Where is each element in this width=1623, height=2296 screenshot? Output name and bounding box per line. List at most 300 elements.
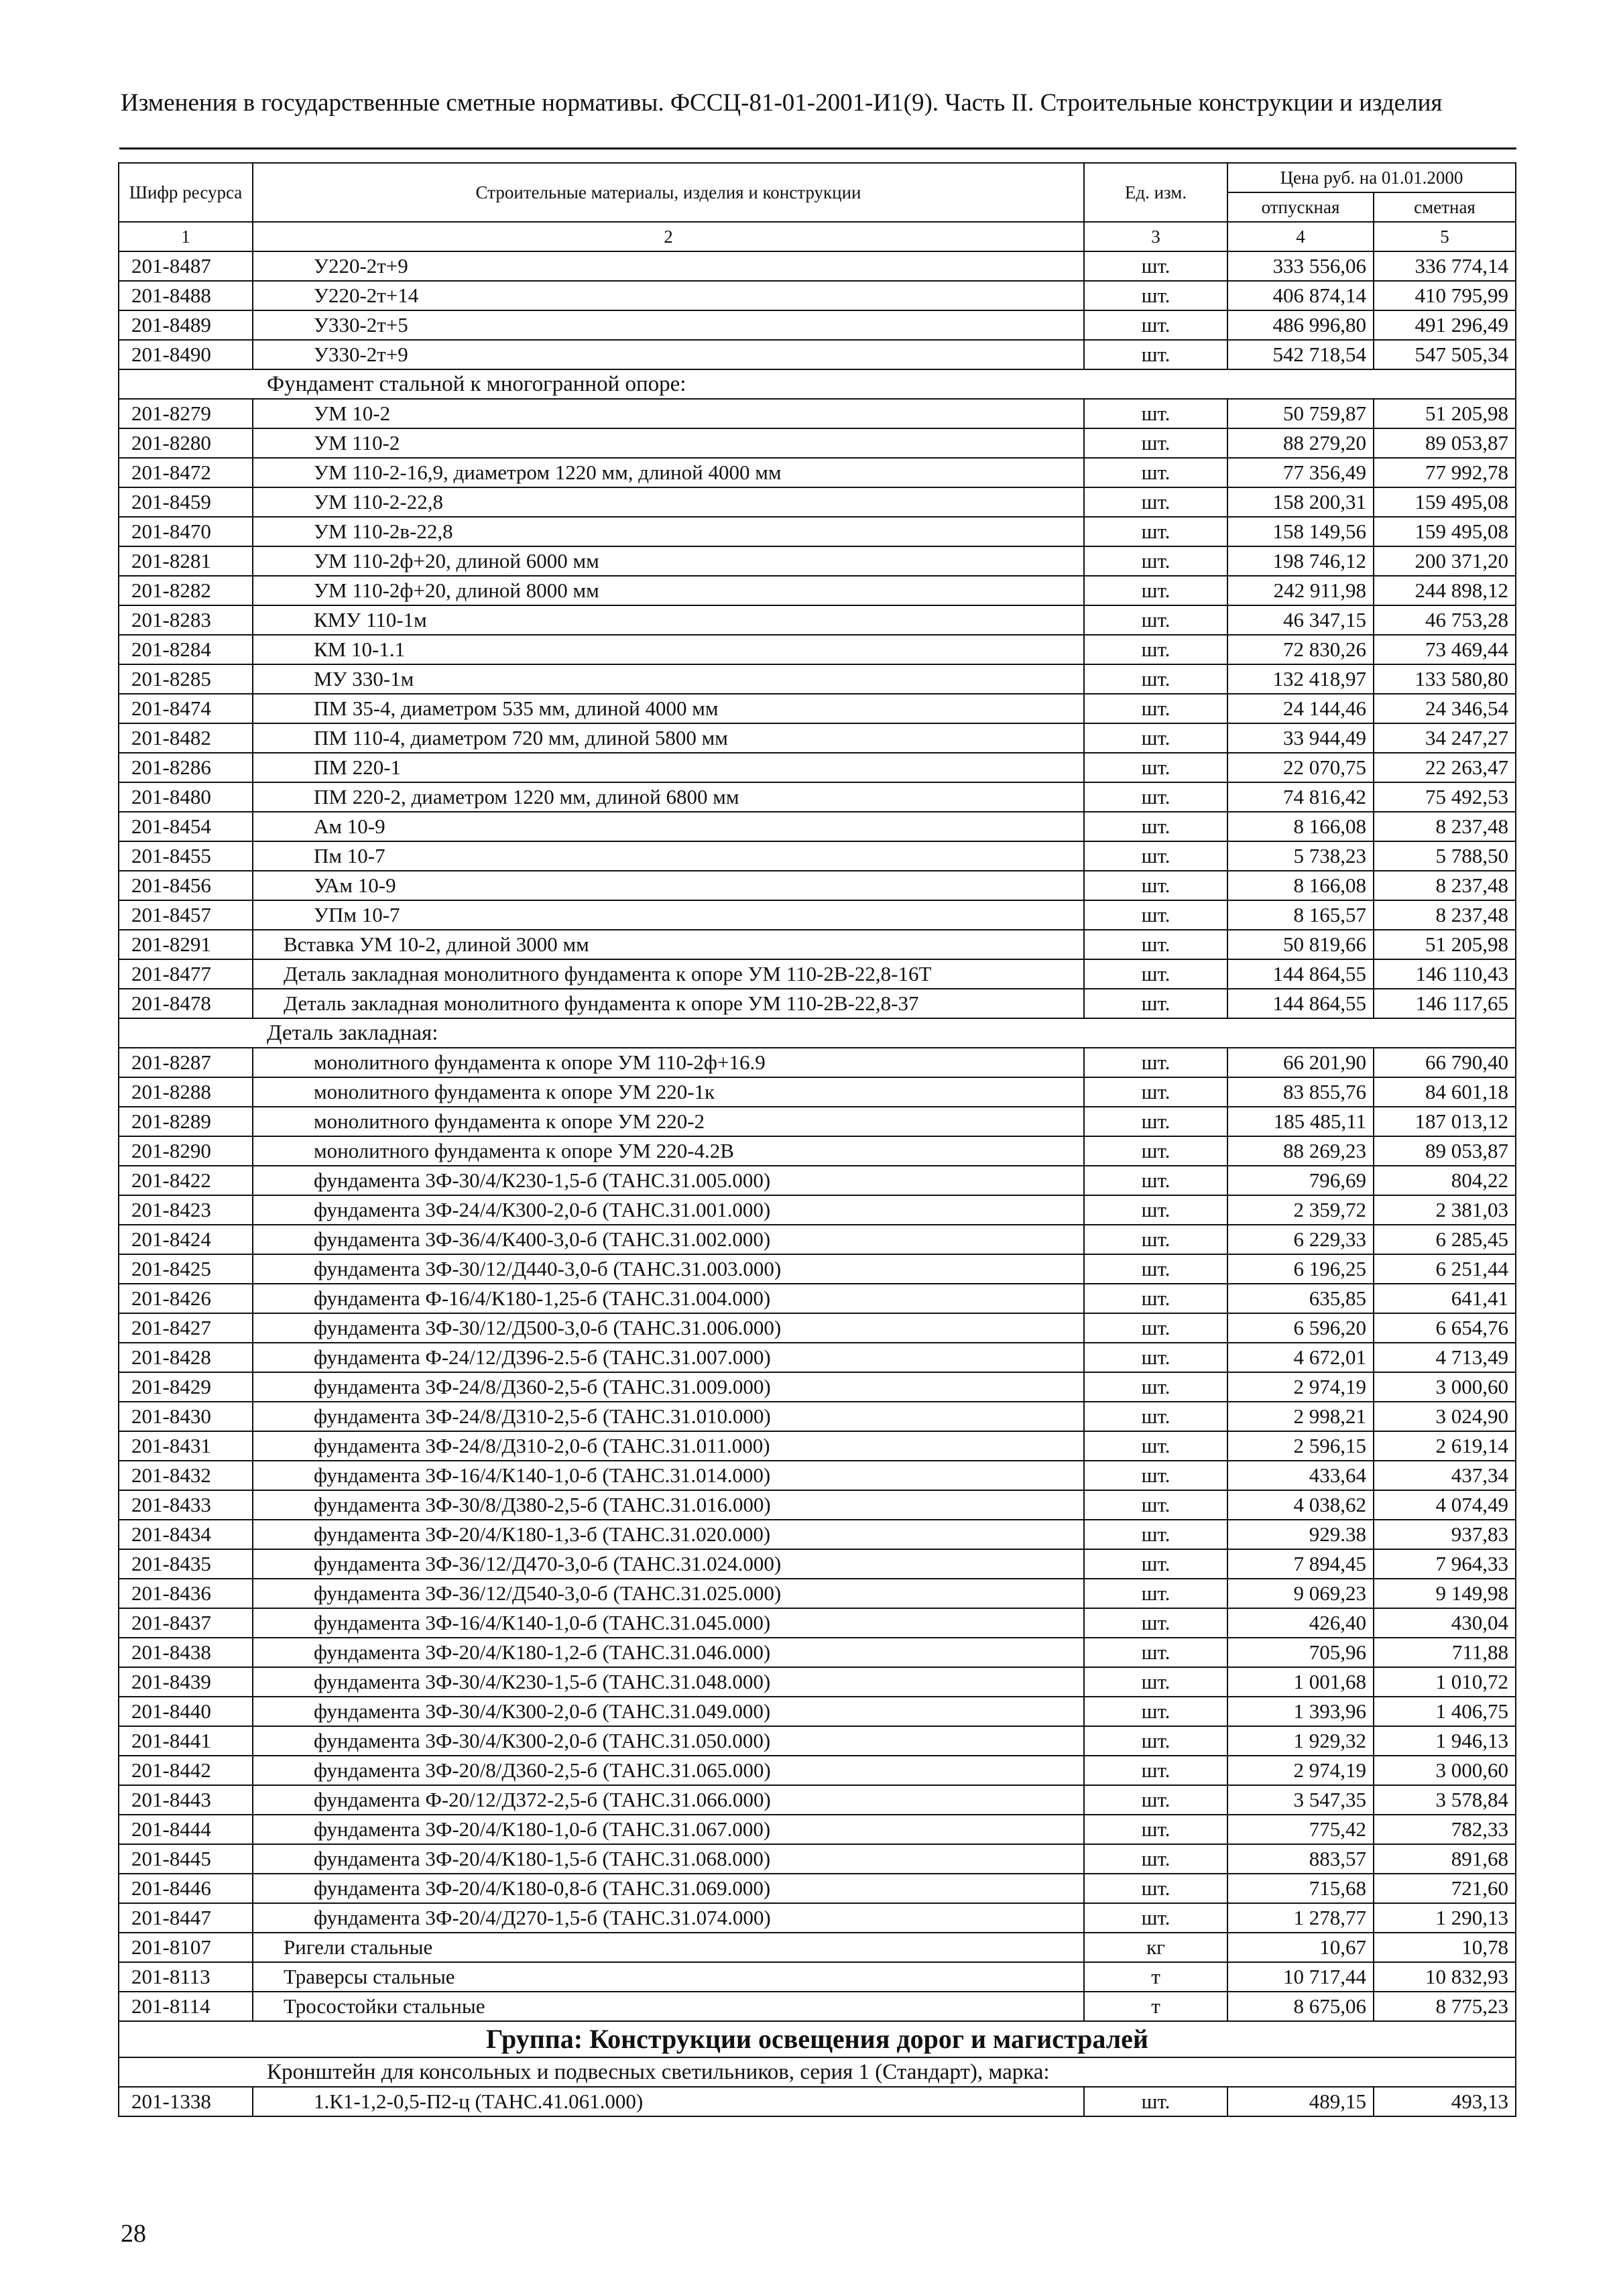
cell-name: Пм 10-7 [253,841,1084,871]
cell-name: фундамента 3Ф-16/4/К140-1,0-б (ТАНС.31.014.000) [253,1461,1084,1490]
cell-code: 201-8279 [119,399,253,428]
cell-name: ПМ 220-2, диаметром 1220 мм, длиной 6800 мм [253,782,1084,812]
price-table [118,162,1516,2117]
table-row [119,517,1516,546]
cell-name: УМ 110-2-16,9, диаметром 1220 мм, длиной 4000 мм [253,458,1084,487]
cell-code: 201-8287 [119,1048,253,1077]
cell-code: 201-8113 [119,1962,253,1992]
cell-release-price: 50 819,66 [1227,930,1374,959]
table-row [119,1284,1516,1313]
table-row [119,1667,1516,1697]
cell-estimate-price: 8 775,23 [1374,1992,1516,2021]
table-row [119,1549,1516,1579]
cell-code: 201-8428 [119,1343,253,1372]
cell-code: 201-8284 [119,635,253,664]
table-row [119,812,1516,841]
cell-unit: шт. [1084,900,1227,930]
cell-release-price: 158 200,31 [1227,487,1374,517]
cell-code: 201-8291 [119,930,253,959]
cell-name: Ригели стальные [253,1933,1084,1962]
cell-release-price: 1 001,68 [1227,1667,1374,1697]
cell-release-price: 5 738,23 [1227,841,1374,871]
cell-release-price: 333 556,06 [1227,251,1374,281]
cell-release-price: 7 894,45 [1227,1549,1374,1579]
cell-name: фундамента 3Ф-24/8/Д360-2,5-б (ТАНС.31.009.000) [253,1372,1084,1402]
cell-estimate-price: 1 290,13 [1374,1903,1516,1933]
cell-name: фундамента 3Ф-30/4/К300-2,0-б (ТАНС.31.049.000) [253,1697,1084,1726]
section-title: Деталь закладная: [119,1018,1516,1048]
cell-unit: шт. [1084,1667,1227,1697]
cell-release-price: 77 356,49 [1227,458,1374,487]
cell-release-price: 88 279,20 [1227,428,1374,458]
cell-estimate-price: 200 371,20 [1374,546,1516,576]
page-number: 28 [121,2220,146,2248]
cell-name: монолитного фундамента к опоре УМ 220-2 [253,1107,1084,1136]
cell-release-price: 8 166,08 [1227,812,1374,841]
cell-name: фундамента 3Ф-30/4/К230-1,5-б (ТАНС.31.048.000) [253,1667,1084,1697]
cell-code: 201-8280 [119,428,253,458]
cell-release-price: 144 864,55 [1227,959,1374,989]
cell-estimate-price: 46 753,28 [1374,605,1516,635]
cell-code: 201-8290 [119,1136,253,1166]
cell-name: фундамента 3Ф-24/4/К300-2,0-б (ТАНС.31.001.000) [253,1195,1084,1225]
cell-code: 201-8489 [119,310,253,340]
cell-release-price: 542 718,54 [1227,340,1374,369]
cell-code: 201-8433 [119,1490,253,1520]
cell-release-price: 22 070,75 [1227,753,1374,782]
column-number: 5 [1374,222,1516,251]
cell-unit: шт. [1084,428,1227,458]
section-row [119,1018,1516,1048]
column-number: 4 [1227,222,1374,251]
cell-code: 201-8286 [119,753,253,782]
cell-name: фундамента 3Ф-20/4/К180-1,3-б (ТАНС.31.020.000) [253,1520,1084,1549]
cell-unit: шт. [1084,458,1227,487]
cell-estimate-price: 2 619,14 [1374,1431,1516,1461]
cell-estimate-price: 133 580,80 [1374,664,1516,694]
cell-release-price: 775,42 [1227,1815,1374,1844]
table-row [119,723,1516,753]
cell-estimate-price: 6 654,76 [1374,1313,1516,1343]
cell-release-price: 242 911,98 [1227,576,1374,605]
table-row [119,428,1516,458]
table-row [119,900,1516,930]
table-row [119,399,1516,428]
cell-name: У330-2т+5 [253,310,1084,340]
cell-estimate-price: 4 713,49 [1374,1343,1516,1372]
cell-estimate-price: 782,33 [1374,1815,1516,1844]
cell-name: У330-2т+9 [253,340,1084,369]
table-row [119,753,1516,782]
cell-code: 201-8446 [119,1874,253,1903]
cell-name: УМ 110-2-22,8 [253,487,1084,517]
table-row [119,1195,1516,1225]
table-row [119,1962,1516,1992]
cell-code: 201-8482 [119,723,253,753]
cell-unit: шт. [1084,517,1227,546]
table-row [119,1490,1516,1520]
cell-estimate-price: 6 285,45 [1374,1225,1516,1254]
cell-code: 201-8431 [119,1431,253,1461]
cell-unit: шт. [1084,1726,1227,1756]
cell-unit: шт. [1084,487,1227,517]
table-row [119,1107,1516,1136]
table-row [119,782,1516,812]
table-row [119,664,1516,694]
cell-name: УМ 110-2в-22,8 [253,517,1084,546]
cell-release-price: 2 596,15 [1227,1431,1374,1461]
table-row [119,1756,1516,1785]
cell-code: 201-8459 [119,487,253,517]
cell-release-price: 433,64 [1227,1461,1374,1490]
table-row [119,605,1516,635]
cell-code: 201-8439 [119,1667,253,1697]
column-header-unit: Ед. изм. [1084,163,1227,222]
cell-code: 201-1338 [119,2087,253,2116]
cell-release-price: 486 996,80 [1227,310,1374,340]
cell-unit: шт. [1084,1756,1227,1785]
cell-unit: шт. [1084,605,1227,635]
table-row [119,1815,1516,1844]
table-row [119,340,1516,369]
cell-code: 201-8282 [119,576,253,605]
cell-release-price: 4 038,62 [1227,1490,1374,1520]
cell-release-price: 72 830,26 [1227,635,1374,664]
cell-release-price: 144 864,55 [1227,989,1374,1018]
table-head [119,163,1516,251]
cell-estimate-price: 84 601,18 [1374,1077,1516,1107]
cell-code: 201-8435 [119,1549,253,1579]
cell-unit: шт. [1084,1903,1227,1933]
cell-release-price: 705,96 [1227,1638,1374,1667]
table-row [119,576,1516,605]
cell-estimate-price: 336 774,14 [1374,251,1516,281]
table-row [119,1136,1516,1166]
cell-code: 201-8434 [119,1520,253,1549]
cell-unit: шт. [1084,1579,1227,1608]
cell-name: УПм 10-7 [253,900,1084,930]
cell-estimate-price: 891,68 [1374,1844,1516,1874]
cell-estimate-price: 937,83 [1374,1520,1516,1549]
cell-estimate-price: 66 790,40 [1374,1048,1516,1077]
column-number: 2 [253,222,1084,251]
cell-estimate-price: 34 247,27 [1374,723,1516,753]
cell-estimate-price: 51 205,98 [1374,399,1516,428]
table-row [119,310,1516,340]
cell-release-price: 1 278,77 [1227,1903,1374,1933]
cell-code: 201-8477 [119,959,253,989]
cell-code: 201-8425 [119,1254,253,1284]
cell-unit: шт. [1084,1697,1227,1726]
cell-code: 201-8478 [119,989,253,1018]
cell-unit: шт. [1084,1254,1227,1284]
column-header-release: отпускная [1227,192,1374,222]
cell-unit: шт. [1084,1136,1227,1166]
cell-code: 201-8480 [119,782,253,812]
cell-name: фундамента 3Ф-36/4/К400-3,0-б (ТАНС.31.002.000) [253,1225,1084,1254]
cell-code: 201-8440 [119,1697,253,1726]
table-row [119,1254,1516,1284]
table-row [119,635,1516,664]
cell-name: монолитного фундамента к опоре УМ 220-1к [253,1077,1084,1107]
table-row [119,1992,1516,2021]
cell-code: 201-8445 [119,1844,253,1874]
cell-release-price: 8 166,08 [1227,871,1374,900]
column-number: 3 [1084,222,1227,251]
cell-name: фундамента 3Ф-20/8/Д360-2,5-б (ТАНС.31.065.000) [253,1756,1084,1785]
cell-estimate-price: 493,13 [1374,2087,1516,2116]
cell-code: 201-8488 [119,281,253,310]
cell-unit: шт. [1084,1225,1227,1254]
cell-estimate-price: 146 117,65 [1374,989,1516,1018]
cell-release-price: 2 974,19 [1227,1372,1374,1402]
cell-code: 201-8470 [119,517,253,546]
cell-release-price: 50 759,87 [1227,399,1374,428]
table-row [119,841,1516,871]
cell-code: 201-8114 [119,1992,253,2021]
table-row [119,1166,1516,1195]
cell-name: фундамента 3Ф-20/4/К180-0,8-б (ТАНС.31.069.000) [253,1874,1084,1903]
cell-release-price: 715,68 [1227,1874,1374,1903]
table-row [119,1579,1516,1608]
table-row [119,989,1516,1018]
cell-unit: шт. [1084,841,1227,871]
cell-code: 201-8427 [119,1313,253,1343]
header-rule [119,147,1516,149]
cell-release-price: 66 201,90 [1227,1048,1374,1077]
cell-estimate-price: 4 074,49 [1374,1490,1516,1520]
cell-estimate-price: 9 149,98 [1374,1579,1516,1608]
cell-code: 201-8289 [119,1107,253,1136]
table-row [119,1933,1516,1962]
cell-code: 201-8454 [119,812,253,841]
cell-estimate-price: 77 992,78 [1374,458,1516,487]
cell-release-price: 8 165,57 [1227,900,1374,930]
cell-unit: шт. [1084,1815,1227,1844]
cell-release-price: 2 974,19 [1227,1756,1374,1785]
cell-release-price: 406 874,14 [1227,281,1374,310]
cell-release-price: 10,67 [1227,1933,1374,1962]
cell-name: У220-2т+9 [253,251,1084,281]
cell-code: 201-8443 [119,1785,253,1815]
cell-name: фундамента 3Ф-30/8/Д380-2,5-б (ТАНС.31.016.000) [253,1490,1084,1520]
column-header-estimate: сметная [1374,192,1516,222]
cell-name: фундамента Ф-24/12/Д396-2.5-б (ТАНС.31.007.000) [253,1343,1084,1372]
cell-unit: шт. [1084,399,1227,428]
table-row [119,1372,1516,1402]
table-row [119,930,1516,959]
cell-release-price: 10 717,44 [1227,1962,1374,1992]
cell-name: КМ 10-1.1 [253,635,1084,664]
cell-release-price: 883,57 [1227,1844,1374,1874]
cell-estimate-price: 3 024,90 [1374,1402,1516,1431]
cell-name: фундамента 3Ф-16/4/К140-1,0-б (ТАНС.31.045.000) [253,1608,1084,1638]
cell-estimate-price: 3 000,60 [1374,1756,1516,1785]
cell-estimate-price: 10 832,93 [1374,1962,1516,1992]
cell-unit: шт. [1084,1077,1227,1107]
column-header-name: Строительные материалы, изделия и конструкции [253,163,1084,222]
cell-unit: шт. [1084,340,1227,369]
cell-name: фундамента 3Ф-24/8/Д310-2,5-б (ТАНС.31.010.000) [253,1402,1084,1431]
cell-code: 201-8455 [119,841,253,871]
cell-release-price: 6 596,20 [1227,1313,1374,1343]
cell-name: ПМ 220-1 [253,753,1084,782]
column-header-code: Шифр ресурса [119,163,253,222]
cell-code: 201-8430 [119,1402,253,1431]
cell-unit: шт. [1084,1195,1227,1225]
cell-code: 201-8441 [119,1726,253,1756]
cell-release-price: 74 816,42 [1227,782,1374,812]
section-row [119,369,1516,399]
cell-unit: шт. [1084,281,1227,310]
cell-estimate-price: 2 381,03 [1374,1195,1516,1225]
cell-name: УМ 110-2ф+20, длиной 6000 мм [253,546,1084,576]
cell-name: фундамента 3Ф-36/12/Д540-3,0-б (ТАНС.31.025.000) [253,1579,1084,1608]
cell-estimate-price: 8 237,48 [1374,900,1516,930]
group-title: Группа: Конструкции освещения дорог и магистралей [119,2021,1516,2057]
cell-unit: шт. [1084,871,1227,900]
cell-name: фундамента 3Ф-30/4/К300-2,0-б (ТАНС.31.050.000) [253,1726,1084,1756]
cell-code: 201-8423 [119,1195,253,1225]
cell-release-price: 24 144,46 [1227,694,1374,723]
section-title: Фундамент стальной к многогранной опоре: [119,369,1516,399]
table-row [119,1903,1516,1933]
cell-unit: шт. [1084,1166,1227,1195]
cell-release-price: 6 196,25 [1227,1254,1374,1284]
cell-estimate-price: 1 406,75 [1374,1697,1516,1726]
cell-release-price: 158 149,56 [1227,517,1374,546]
cell-release-price: 88 269,23 [1227,1136,1374,1166]
cell-unit: шт. [1084,576,1227,605]
table-row [119,1225,1516,1254]
cell-code: 201-8442 [119,1756,253,1785]
cell-name: УАм 10-9 [253,871,1084,900]
cell-code: 201-8283 [119,605,253,635]
cell-release-price: 83 855,76 [1227,1077,1374,1107]
cell-name: фундамента 3Ф-20/4/К180-1,2-б (ТАНС.31.046.000) [253,1638,1084,1667]
cell-code: 201-8424 [119,1225,253,1254]
cell-estimate-price: 711,88 [1374,1638,1516,1667]
cell-name: УМ 110-2ф+20, длиной 8000 мм [253,576,1084,605]
cell-code: 201-8432 [119,1461,253,1490]
cell-unit: шт. [1084,1402,1227,1431]
cell-code: 201-8285 [119,664,253,694]
cell-unit: шт. [1084,1638,1227,1667]
cell-release-price: 2 359,72 [1227,1195,1374,1225]
column-header-price: Цена руб. на 01.01.2000 [1227,163,1516,192]
cell-unit: шт. [1084,664,1227,694]
cell-estimate-price: 721,60 [1374,1874,1516,1903]
cell-estimate-price: 7 964,33 [1374,1549,1516,1579]
cell-name: фундамента Ф-16/4/К180-1,25-б (ТАНС.31.004.000) [253,1284,1084,1313]
cell-name: монолитного фундамента к опоре УМ 220-4.2В [253,1136,1084,1166]
cell-estimate-price: 430,04 [1374,1608,1516,1638]
table-row [119,251,1516,281]
cell-unit: шт. [1084,251,1227,281]
cell-release-price: 198 746,12 [1227,546,1374,576]
cell-release-price: 489,15 [1227,2087,1374,2116]
cell-name: фундамента 3Ф-20/4/К180-1,5-б (ТАНС.31.068.000) [253,1844,1084,1874]
cell-name: фундамента 3Ф-30/4/К230-1,5-б (ТАНС.31.005.000) [253,1166,1084,1195]
cell-name: фундамента 3Ф-20/4/К180-1,0-б (ТАНС.31.067.000) [253,1815,1084,1844]
table-row [119,694,1516,723]
table-row [119,1313,1516,1343]
cell-unit: шт. [1084,1461,1227,1490]
cell-estimate-price: 491 296,49 [1374,310,1516,340]
cell-code: 201-8437 [119,1608,253,1638]
cell-code: 201-8472 [119,458,253,487]
cell-unit: шт. [1084,959,1227,989]
table-row [119,458,1516,487]
cell-code: 201-8457 [119,900,253,930]
cell-unit: шт. [1084,1608,1227,1638]
cell-name: монолитного фундамента к опоре УМ 110-2ф+16.9 [253,1048,1084,1077]
cell-estimate-price: 51 205,98 [1374,930,1516,959]
cell-name: УМ 110-2 [253,428,1084,458]
cell-unit: шт. [1084,1490,1227,1520]
cell-estimate-price: 1 010,72 [1374,1667,1516,1697]
cell-code: 201-8474 [119,694,253,723]
cell-unit: шт. [1084,1785,1227,1815]
cell-release-price: 929.38 [1227,1520,1374,1549]
section-title: Кронштейн для консольных и подвесных светильников, серия 1 (Стандарт), марка: [119,2057,1516,2087]
cell-code: 201-8288 [119,1077,253,1107]
header-row [119,163,1516,192]
column-number-row [119,222,1516,251]
table-row [119,871,1516,900]
table-row [119,1874,1516,1903]
table-row [119,959,1516,989]
cell-estimate-price: 73 469,44 [1374,635,1516,664]
cell-unit: шт. [1084,1520,1227,1549]
cell-name: Траверсы стальные [253,1962,1084,1992]
cell-unit: шт. [1084,1844,1227,1874]
cell-name: У220-2т+14 [253,281,1084,310]
cell-unit: шт. [1084,1313,1227,1343]
cell-unit: шт. [1084,753,1227,782]
cell-name: фундамента 3Ф-24/8/Д310-2,0-б (ТАНС.31.011.000) [253,1431,1084,1461]
cell-estimate-price: 641,41 [1374,1284,1516,1313]
group-row [119,2021,1516,2057]
cell-unit: шт. [1084,310,1227,340]
cell-name: Ам 10-9 [253,812,1084,841]
cell-unit: шт. [1084,1107,1227,1136]
cell-name: УМ 10-2 [253,399,1084,428]
cell-release-price: 426,40 [1227,1608,1374,1638]
cell-name: Деталь закладная монолитного фундамента к опоре УМ 110-2В-22,8-37 [253,989,1084,1018]
table-row [119,1402,1516,1431]
cell-release-price: 2 998,21 [1227,1402,1374,1431]
cell-unit: шт. [1084,2087,1227,2116]
cell-estimate-price: 8 237,48 [1374,871,1516,900]
cell-unit: шт. [1084,1372,1227,1402]
cell-code: 201-8490 [119,340,253,369]
cell-unit: шт. [1084,635,1227,664]
section-row [119,2057,1516,2087]
cell-estimate-price: 159 495,08 [1374,487,1516,517]
table-row [119,1785,1516,1815]
cell-code: 201-8447 [119,1903,253,1933]
table-row [119,1697,1516,1726]
cell-estimate-price: 5 788,50 [1374,841,1516,871]
table-row [119,1608,1516,1638]
cell-unit: шт. [1084,546,1227,576]
cell-code: 201-8422 [119,1166,253,1195]
cell-name: фундамента 3Ф-36/12/Д470-3,0-б (ТАНС.31.024.000) [253,1549,1084,1579]
cell-code: 201-8456 [119,871,253,900]
cell-name: Вставка УМ 10-2, длиной 3000 мм [253,930,1084,959]
table-row [119,1343,1516,1372]
